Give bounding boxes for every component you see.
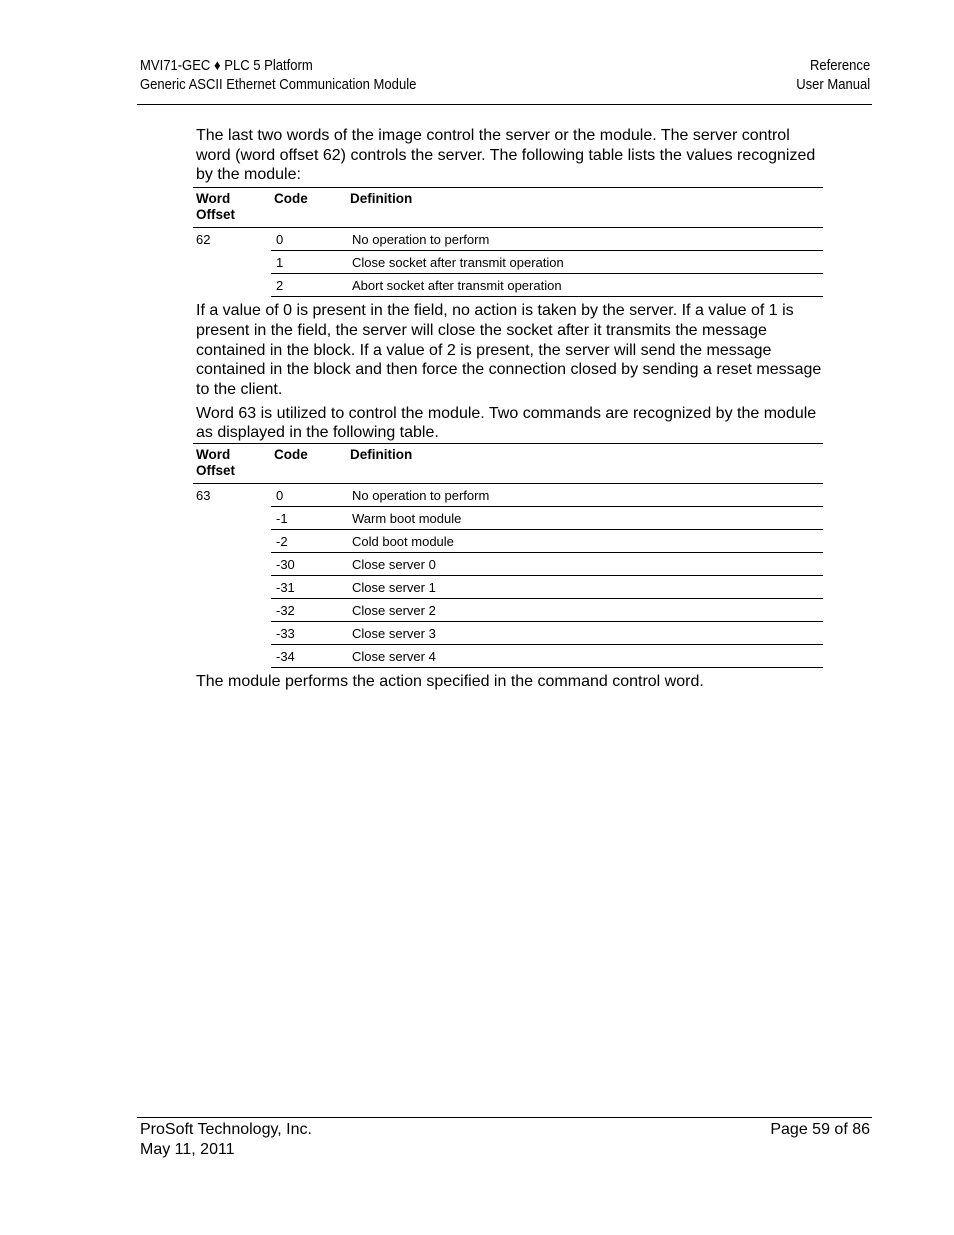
- page-footer-left: [140, 1120, 312, 1159]
- footer-divider: [137, 1117, 872, 1118]
- code-header: Code: [274, 447, 308, 463]
- code-cell: 0: [271, 484, 347, 507]
- table-row: [193, 599, 823, 622]
- code-header: Code: [274, 191, 308, 207]
- header-doc-type: User Manual: [796, 77, 870, 93]
- table-row: [193, 484, 823, 507]
- code-cell: 2: [271, 274, 347, 297]
- definition-cell: Close server 4: [347, 645, 823, 668]
- definition-cell: Close server 3: [347, 622, 823, 645]
- code-cell: 1: [271, 251, 347, 274]
- header-module-name: Generic ASCII Ethernet Communication Module: [140, 77, 417, 93]
- footer-page-number: Page 59 of 86: [770, 1121, 870, 1138]
- module-control-paragraph: Word 63 is utilized to control the module. Two commands are recognized by the module as displayed in the following table.: [196, 404, 817, 442]
- code-cell: -33: [271, 622, 347, 645]
- server-control-table: [193, 187, 823, 297]
- server-control-paragraph: If a value of 0 is present in the field, no action is taken by the server. If a value of 1 is present in the field, the server will close the socket after it transmits the message contained in the block. If a value of 2 is present, the server will send the message contained in the block and then force the connection closed by sending a reset message to the client.: [196, 302, 822, 398]
- header-section: Reference: [809, 58, 870, 74]
- code-cell: -34: [271, 645, 347, 668]
- definition-cell: Close server 2: [347, 599, 823, 622]
- page-content: [193, 126, 823, 692]
- module-control-table: [193, 443, 823, 668]
- word-offset-header: Word Offset: [196, 447, 236, 479]
- definition-cell: Cold boot module: [347, 530, 823, 553]
- code-cell: 0: [271, 228, 347, 251]
- intro-paragraph: The last two words of the image control the server or the module. The server control word (word offset 62) controls the server. The following table lists the values recognized by the module:: [196, 127, 816, 184]
- definition-header: Definition: [350, 447, 413, 463]
- header-divider: [137, 104, 872, 105]
- code-cell: -1: [271, 507, 347, 530]
- closing-paragraph: The module performs the action specified in the command control word.: [196, 673, 704, 691]
- definition-cell: No operation to perform: [347, 228, 823, 251]
- table-row: [193, 576, 823, 599]
- definition-cell: Close server 0: [347, 553, 823, 576]
- table-row: [193, 507, 823, 530]
- page-footer-right: [770, 1120, 870, 1140]
- code-cell: -31: [271, 576, 347, 599]
- table-header-row: [193, 188, 823, 228]
- word-offset-cell: 63: [196, 488, 211, 504]
- word-offset-cell: 62: [196, 232, 211, 248]
- definition-cell: Close server 1: [347, 576, 823, 599]
- table-row: [193, 553, 823, 576]
- table-row: [193, 228, 823, 251]
- page-header-left: [140, 57, 416, 95]
- footer-company: ProSoft Technology, Inc.: [140, 1121, 312, 1138]
- page-header-right: [796, 57, 870, 95]
- footer-date: May 11, 2011: [140, 1140, 235, 1158]
- definition-cell: No operation to perform: [347, 484, 823, 507]
- definition-header: Definition: [350, 191, 413, 207]
- code-cell: -2: [271, 530, 347, 553]
- table-row: [193, 274, 823, 297]
- table-row: [193, 622, 823, 645]
- code-cell: -32: [271, 599, 347, 622]
- table-row: [193, 530, 823, 553]
- header-product-title: MVI71-GEC ♦ PLC 5 Platform: [140, 58, 313, 74]
- definition-cell: Close socket after transmit operation: [347, 251, 823, 274]
- definition-cell: Warm boot module: [347, 507, 823, 530]
- table-row: [193, 645, 823, 668]
- table-row: [193, 251, 823, 274]
- definition-cell: Abort socket after transmit operation: [347, 274, 823, 297]
- code-cell: -30: [271, 553, 347, 576]
- word-offset-header: Word Offset: [196, 191, 236, 223]
- table-header-row: [193, 444, 823, 484]
